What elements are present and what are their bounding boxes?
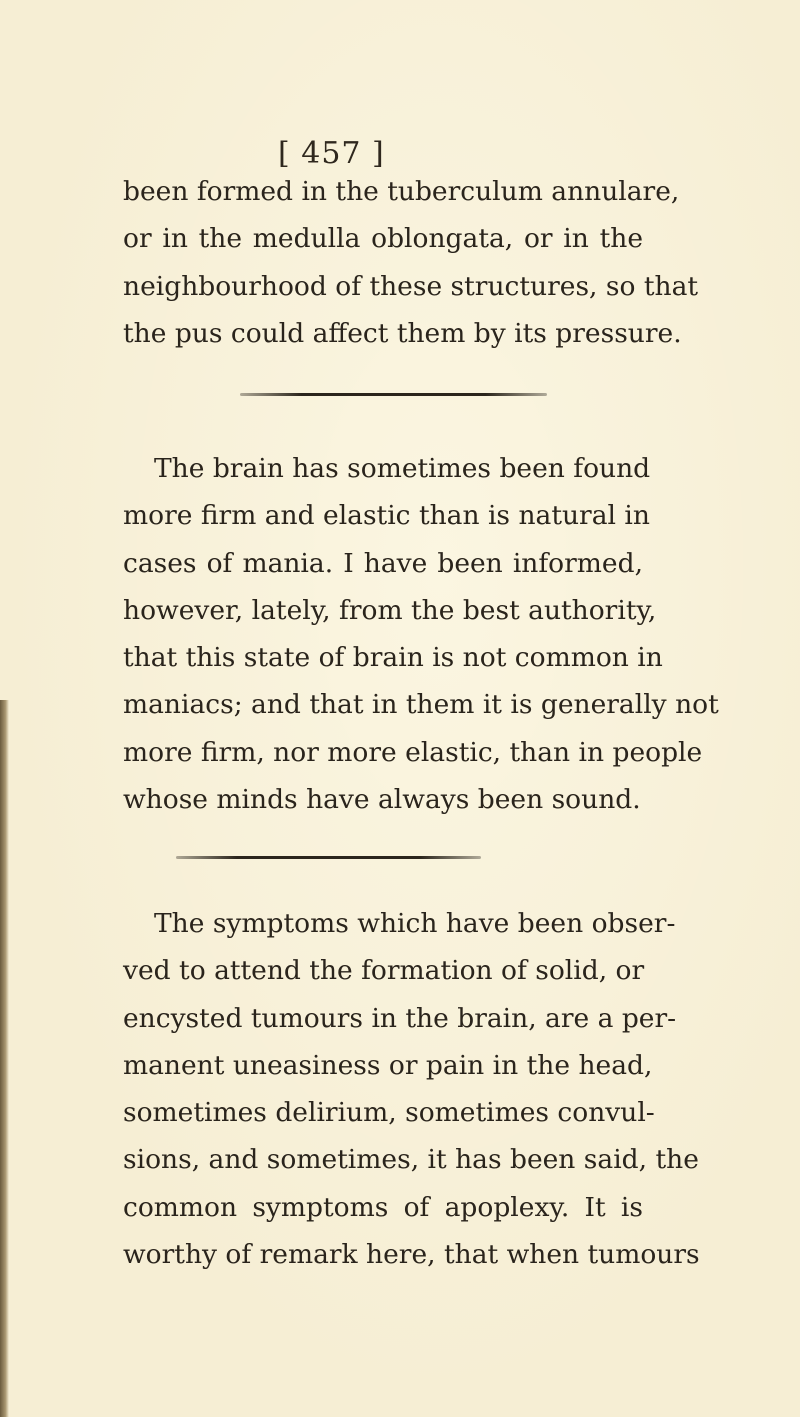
text-line: The symptoms which have been obser- [154,908,676,939]
page-number: [ 457 ] [278,136,385,171]
text-line: or in the medulla oblongata, or in the [123,223,643,255]
paragraph-3 [123,900,700,1278]
section-divider [240,393,547,396]
text-line: common symptoms of apoplexy. It is [123,1191,643,1223]
text-line: more firm, nor more elastic, than in people [123,736,703,768]
text-line: the pus could affect them by its pressure. [123,317,682,349]
text-line: encysted tumours in the brain, are a per- [123,1002,677,1034]
text-line: that this state of brain is not common in [123,642,663,674]
text-line: ved to attend the formation of solid, or [123,955,645,987]
text-line: more firm and elastic than is natural in [123,500,650,532]
text-line: neighbourhood of these structures, so that [123,270,699,302]
text-line: been formed in the tuberculum annulare, [123,176,680,207]
text-line: however, lately, from the best authority, [123,594,657,626]
paragraph-1 [123,168,699,357]
text-line: sions, and sometimes, it has been said, the [123,1144,699,1176]
text-line: The brain has sometimes been found [154,453,651,484]
section-divider [176,856,481,859]
text-line: sometimes delirium, sometimes convul- [123,1097,655,1129]
text-line: manent uneasiness or pain in the head, [123,1049,653,1081]
text-line: whose minds have always been sound. [123,784,641,816]
text-line: worthy of remark here, that when tumours [123,1239,700,1271]
paragraph-2 [123,445,719,823]
page-gutter-shadow [0,700,9,1417]
text-line: maniacs; and that in them it is generally not [123,689,719,721]
text-line: cases of mania. I have been informed, [123,547,643,579]
